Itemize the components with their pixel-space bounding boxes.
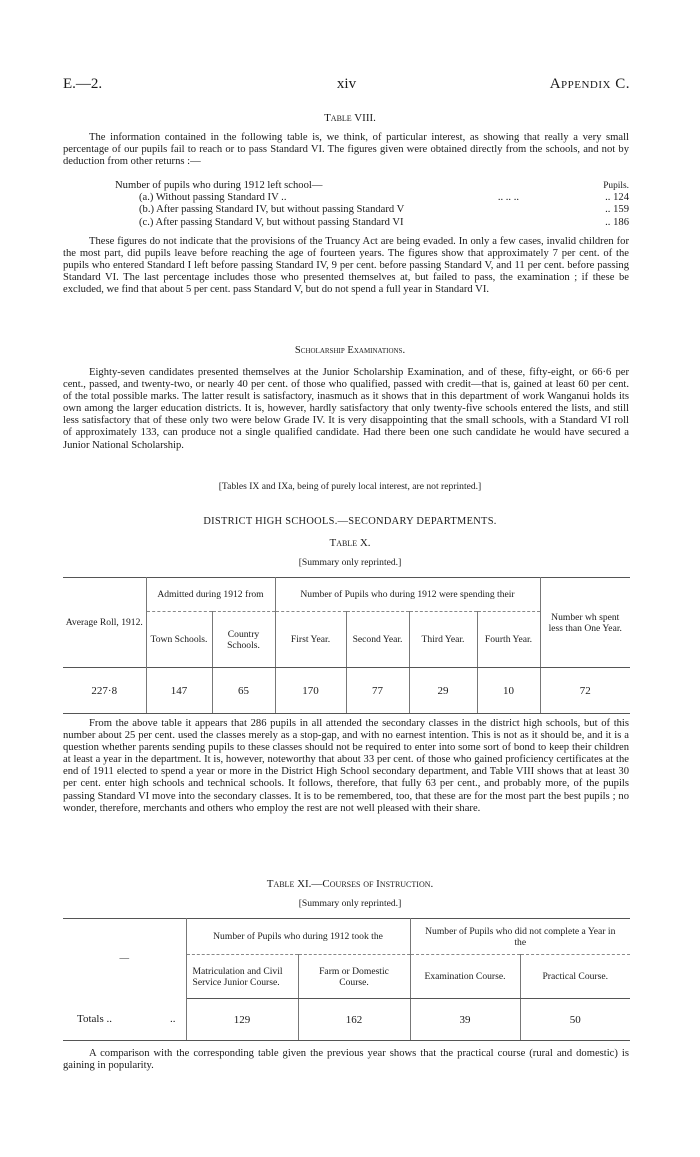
table10-note: [Summary only reprinted.] [298,557,402,568]
district-heading: DISTRICT HIGH SCHOOLS.—SECONDARY DEPARTMENTS. [203,516,497,527]
table11-subheader: Practical Course. [520,955,630,999]
table10-subheader: Town Schools. [146,612,212,668]
table8-row-label: (a.) Without passing Standard IV .. [139,192,287,204]
table10-value: 77 [346,668,409,714]
table8-row [63,217,629,229]
table10-value: 10 [477,668,540,714]
table8-row-value: .. 124 [605,192,629,204]
table10-value: 29 [409,668,477,714]
table8-row-label: (b.) After passing Standard IV, but without passing Standard V [139,204,405,216]
header-appendix: Appendix C. [549,76,630,92]
table10-value: 72 [540,668,630,714]
table11-subheader: Examination Course. [410,955,520,999]
table8-row-label: (c.) After passing Standard V, but without passing Standard VI [139,216,404,228]
table8-list [63,180,629,229]
table8-row [63,192,629,204]
table10-spending-header: Number of Pupils who during 1912 were spending their [275,578,540,612]
table11-subheader: Farm or Domestic Course. [298,955,410,999]
running-header [63,76,630,98]
table11-notcomplete-header: Number of Pupils who did not complete a Year in the [410,919,630,955]
table11-value: 162 [298,999,410,1041]
table11 [63,918,630,1041]
page-number: xiv [336,76,357,92]
table8-intro: The information contained in the following table is, we think, of particular interest, as showing that really a very small percentage of our pupils fail to reach or to pass Standard VI. The figures given were obtained directly from the schools, and not by deduction from other returns :— [63,132,629,168]
table10-admitted-header: Admitted during 1912 from [146,578,275,612]
table10-subheader: Fourth Year. [477,612,540,668]
table11-totals-dots: .. [126,999,186,1041]
table11-took-header: Number of Pupils who during 1912 took the [186,919,410,955]
table8-paragraph: These figures do not indicate that the provisions of the Truancy Act are being evaded. In only a few cases, invalid children for the most part, did pupils leave before reaching the age of fourteen years. The figures show that approximately 7 per cent. of the pupils who entered Standard I left before passing Standard IV, 9 per cent. before passing Standard V, and 11 per cent. before passing Standard VI. The last percentage includes those who presented themselves at, but failed to pass, the examination ; if these be excluded, we find that about 5 per cent. pass Standard V, but do not spend a full year in Standard VI. [63,236,629,296]
table8-row-dots: .. .. .. [497,192,519,204]
district-paragraph: From the above table it appears that 286 pupils in all attended the secondary classes in the district high schools, but of this number about 25 per cent. used the classes merely as a stop-gap, and with no earnest intention. This is not as it should be, and it is a question whether parents sending pupils to these classes should not be required to enter into some sort of bond to keep their children at least a year in the department. It is, however, noteworthy that about 33 per cent. of those who gained proficiency certificates at the end of 1911 elected to spend a year or more in the District High School secondary department, and Table VIII shows that at least 30 per cent. enter high schools and technical schools. It follows, therefore, that fully 63 per cent., and probably more, of the pupils passing Standard VI move into the secondary classes. It is to be remembered, too, that these are for the most part the best pupils ; no wonder, therefore, merchants and others who employ the rest are not well pleased with their share. [63,718,629,814]
table8-list-heading: Number of pupils who during 1912 left school— [115,180,323,191]
table10-value: 65 [212,668,275,714]
table8-col-heading: Pupils. [603,181,629,191]
table8-row-value: .. 159 [605,204,629,216]
table11-totals-label: Totals .. [63,999,126,1041]
table11-subheader: Matriculation and Civil Service Junior Course. [186,955,298,999]
table11-note: [Summary only reprinted.] [298,898,402,909]
table10 [63,577,630,714]
table11-dash: — [63,919,186,999]
table10-less-header: Number wh spent less than One Year. [540,578,630,668]
table10-subheader: First Year. [275,612,346,668]
table8-list-heading-row [63,180,629,192]
scholarship-paragraph: Eighty-seven candidates presented themselves at the Junior Scholarship Examination, and of these, fifty-eight, or 66·6 per cent., passed, and twenty-two, or nearly 40 per cent. of those who qualified, passed with credit—that is, gained at least 60 per cent. of the total possible marks. The latter result is satisfactory, inasmuch as it shows that in this department of work Wanganui holds its own among the larger education districts. It is, however, hardly satisfactory that only twenty-five schools entered the lists, and still less satisfactory that of these only two were below Grade IV. It is very disappointing that the small schools, with a Standard VI roll of approximately 133, can produce not a single qualified candidate. Had there been one such candidate he would have secured a Junior National Scholarship. [63,367,629,451]
table11-value: 39 [410,999,520,1041]
table11-value: 50 [520,999,630,1041]
table8-row [63,204,629,216]
table10-value: 227·8 [63,668,146,714]
header-reference: E.—2. [63,76,103,92]
table8-title: Table VIII. [324,112,376,124]
tables-9-note: [Tables IX and IXa, being of purely local interest, are not reprinted.] [218,481,482,492]
table8-row-value: .. 186 [605,216,629,228]
table10-subheader: Third Year. [409,612,477,668]
table10-value: 170 [275,668,346,714]
table10-subheader: Country Schools. [212,612,275,668]
table10-value: 147 [146,668,212,714]
scholarship-heading: Scholarship Examinations. [294,345,406,356]
closing-paragraph: A comparison with the corresponding table given the previous year shows that the practical course (rural and domestic) is gaining in popularity. [63,1048,629,1072]
table11-value: 129 [186,999,298,1041]
table10-subheader: Second Year. [346,612,409,668]
table11-title: Table XI.—Courses of Instruction. [266,878,434,890]
table10-avg-roll-header: Average Roll, 1912. [63,578,146,668]
table10-title: Table X. [329,537,371,549]
